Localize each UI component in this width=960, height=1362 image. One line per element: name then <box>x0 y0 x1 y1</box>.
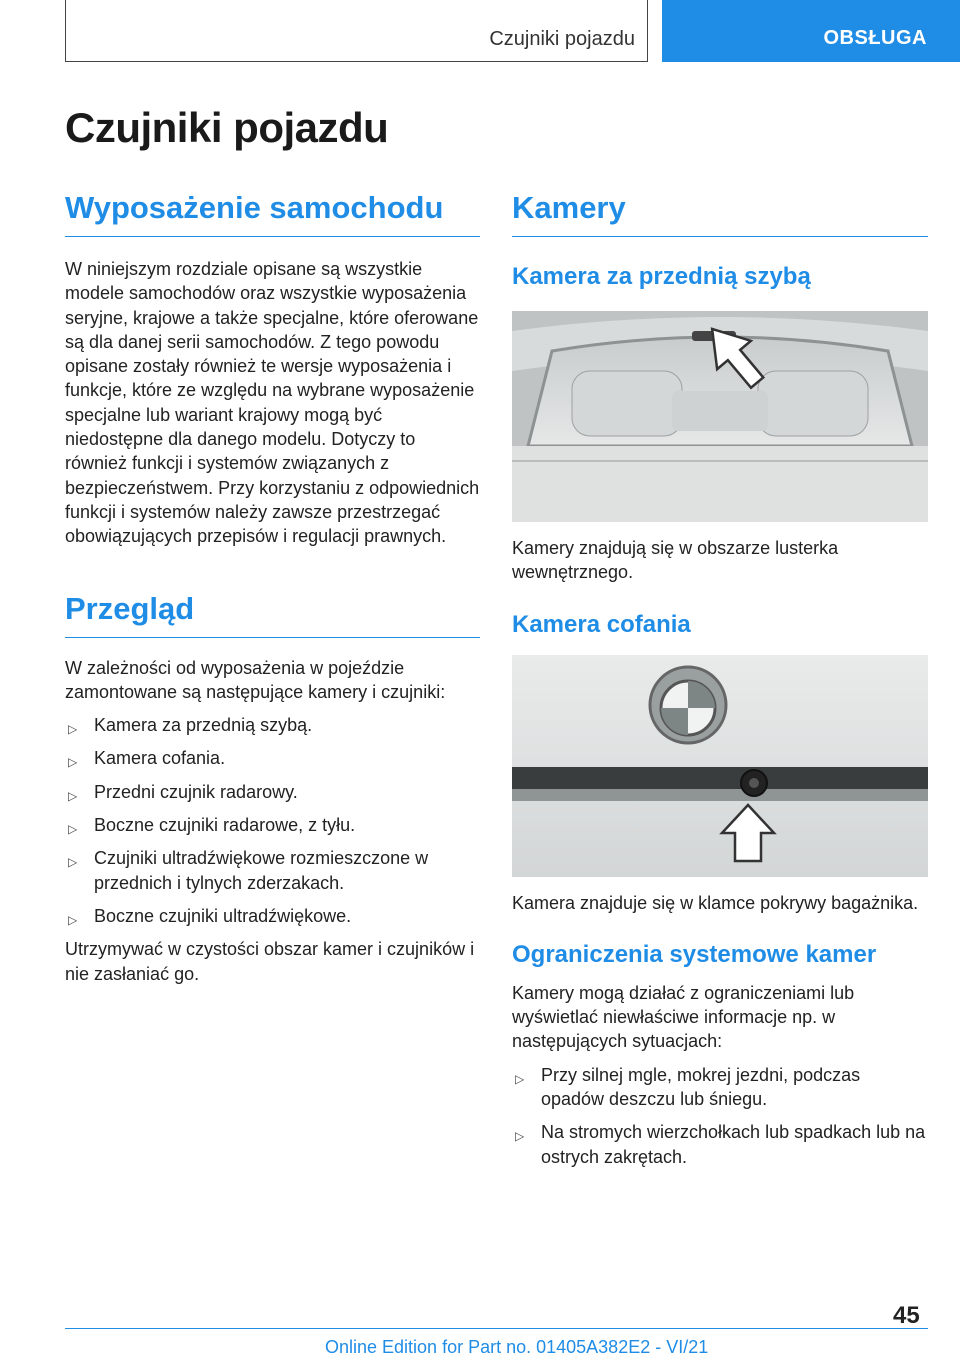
heading-rear-camera: Kamera cofania <box>512 610 691 638</box>
header-section-box <box>65 0 648 62</box>
right-column <box>512 190 928 1169</box>
header-section-title: Czujniki pojazdu <box>489 28 635 50</box>
list-item: ▷ Kamera za przednią szybą. <box>65 713 480 737</box>
paragraph-limits-intro: Kamery mogą działać z ograniczeniami lub wyświetlać niewłaściwe informacje np. w następujących sytuacjach: <box>512 982 855 1052</box>
header-tab-label: OBSŁUGA <box>823 27 927 49</box>
triangle-bullet-icon: ▷ <box>515 1071 525 1086</box>
front-camera-photo <box>512 311 928 522</box>
list-item: ▷ Kamera cofania. <box>65 746 480 770</box>
heading-kamery: Kamery <box>512 190 928 237</box>
triangle-bullet-icon: ▷ <box>68 912 78 927</box>
footer-edition: Online Edition for Part no. 01405A382E2 - VI/21 <box>325 1337 709 1357</box>
heading-wyposazenie: Wyposażenie samochodu <box>65 190 480 237</box>
paragraph-przeglad-intro: W zależności od wyposażenia w pojeździe zamontowane są następujące kamery i czujniki: <box>65 657 446 702</box>
list-item: ▷ Przy silnej mgle, mokrej jezdni, podczas opadów deszczu lub śniegu. <box>515 1064 861 1110</box>
list-sensors <box>65 713 480 928</box>
triangle-bullet-icon: ▷ <box>68 755 78 770</box>
list-item: ▷ Przedni czujnik radarowy. <box>65 780 480 804</box>
page-title: Czujniki pojazdu <box>65 104 389 151</box>
heading-przeglad: Przegląd <box>65 591 480 638</box>
heading-camera-limits: Ograniczenia systemowe kamer <box>512 940 877 968</box>
paragraph-wyposazenie: W niniejszym rozdziale opisane są wszystkie modele samochodów oraz wszystkie wyposażenia seryjne, krajowe a także specjalne, które oferowane są dla danej serii samochodów. Z tego powodu opisane zostały również te wersje wyposażenia i funkcje, które ze względu na wybrane wyposażenie specjalne lub wariant krajowy mogą być niedostępne dla danego modelu. Dotyczy to również funkcji i systemów związanych z bezpieczeństwem. Przy korzystaniu z odpowiednich funkcji i systemów należy zawsze przestrzegać obowiązujących przepisów i regulacji prawnych. <box>65 259 480 547</box>
list-item: ▷ Na stromych wierzchołkach lub spadkach lub na ostrych zakrętach. <box>515 1122 926 1167</box>
heading-front-camera: Kamera za przednią szybą <box>512 263 811 290</box>
footer-divider <box>65 1328 928 1329</box>
triangle-bullet-icon: ▷ <box>68 855 78 870</box>
caption-rear-camera: Kamera znajduje się w klamce pokrywy bagażnika. <box>512 892 919 913</box>
caption-front-camera: Kamery znajdują się w obszarze lusterka wewnętrznego. <box>512 538 839 583</box>
left-column <box>65 190 480 986</box>
rear-camera-photo <box>512 655 928 877</box>
triangle-bullet-icon: ▷ <box>68 788 78 803</box>
list-item: ▷ Boczne czujniki ultradźwiękowe. <box>65 904 480 928</box>
list-limits <box>512 1063 928 1169</box>
header-tab <box>662 0 960 62</box>
list-item: ▷ Czujniki ultradźwiękowe rozmieszczone w przednich i tylnych zderzakach. <box>68 848 429 893</box>
paragraph-przeglad-closing: Utrzymywać w czystości obszar kamer i czujników i nie zasłaniać go. <box>65 939 475 984</box>
triangle-bullet-icon: ▷ <box>515 1129 525 1144</box>
triangle-bullet-icon: ▷ <box>68 822 78 837</box>
list-item: ▷ Boczne czujniki radarowe, z tyłu. <box>65 813 480 837</box>
page-number: 45 <box>893 1302 920 1329</box>
triangle-bullet-icon: ▷ <box>68 722 78 737</box>
